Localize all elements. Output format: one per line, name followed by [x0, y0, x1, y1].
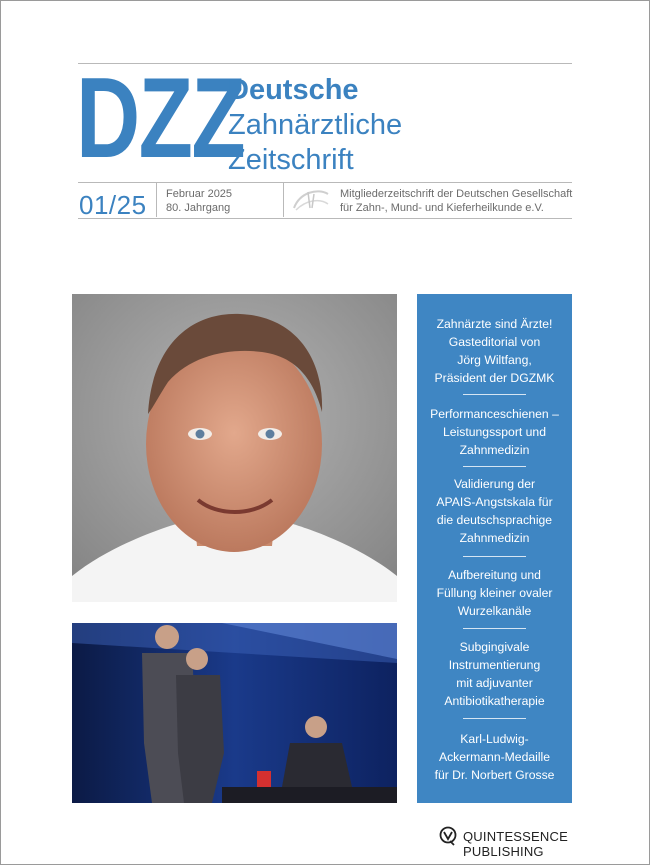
toc-separator [463, 394, 526, 395]
toc-item-line: Antibiotikatherapie [444, 694, 545, 708]
toc-item-line: die deutschsprachige [436, 513, 553, 527]
toc-item-line: Subgingivale [459, 640, 530, 654]
toc-item-line: Präsident der DGZMK [434, 371, 555, 385]
toc-item-line: Gasteditorial von [448, 335, 541, 349]
issue-volume: 80. Jahrgang [166, 202, 231, 214]
toc-item-line: Jörg Wiltfang, [457, 353, 532, 367]
toc-item-line: Karl-Ludwig- [460, 732, 529, 746]
toc-item[interactable] [417, 638, 572, 710]
toc-item[interactable] [417, 405, 572, 459]
toc-separator [463, 556, 526, 557]
toc-item-line: für Dr. Norbert Grosse [434, 768, 555, 782]
toc-item[interactable] [417, 475, 572, 547]
title-line-3: Zeitschrift [228, 144, 354, 176]
title-line-1: Deutsche [228, 74, 359, 106]
toc-item-line: Füllung kleiner ovaler [436, 586, 553, 600]
masthead-rule [78, 182, 572, 183]
toc-item-line: Zahnmedizin [459, 443, 530, 457]
toc-item-line: Aufbereitung und [448, 568, 541, 582]
ceremony-photo [72, 623, 397, 803]
toc-item-line: APAIS-Angstskala für [436, 495, 553, 509]
toc-item-line: Zahnmedizin [459, 531, 530, 545]
dzz-logo: DZZ [76, 55, 245, 182]
dgzmk-logo-icon [290, 186, 332, 214]
portrait-photo [72, 294, 397, 602]
toc-separator [463, 718, 526, 719]
toc-item-line: Leistungssport und [443, 425, 546, 439]
toc-item[interactable] [417, 566, 572, 620]
toc-item-line: Instrumentierung [448, 658, 541, 672]
toc-item-line: Wurzelkanäle [457, 604, 532, 618]
publisher-name: QUINTESSENCE PUBLISHING [463, 829, 568, 859]
society-line-2: für Zahn-, Mund- und Kieferheilkunde e.V. [340, 202, 544, 214]
toc-separator [463, 466, 526, 467]
toc-item-line: Ackermann-Medaille [438, 750, 551, 764]
toc-item[interactable] [417, 315, 572, 387]
toc-item-line: Performanceschienen – [430, 407, 559, 421]
toc-separator [463, 628, 526, 629]
toc-item-line: Validierung der [453, 477, 536, 491]
issue-date: Februar 2025 [166, 188, 233, 200]
toc-item[interactable] [417, 730, 572, 784]
quintessence-logo-icon [438, 826, 458, 846]
toc-item-line: Zahnärzte sind Ärzte! [436, 317, 553, 331]
toc-panel [417, 294, 572, 803]
issue-divider-1 [156, 183, 157, 217]
title-line-2: Zahnärztliche [228, 109, 403, 141]
toc-item-line: mit adjuvanter [456, 676, 533, 690]
society-line-1: Mitgliederzeitschrift der Deutschen Gesellschaft [340, 188, 573, 200]
issue-number: 01/25 [79, 190, 147, 220]
issue-rule [78, 218, 572, 219]
issue-divider-2 [283, 183, 284, 217]
